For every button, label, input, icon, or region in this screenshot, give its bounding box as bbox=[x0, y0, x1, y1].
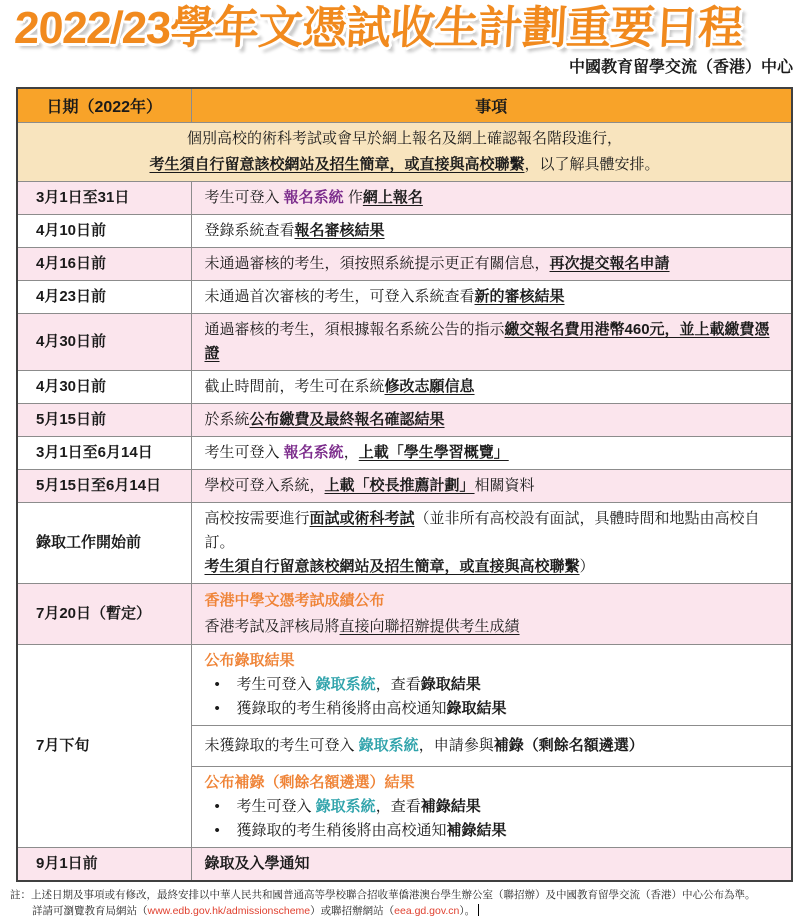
event-line bbox=[205, 555, 782, 579]
text-segment: 公布錄取結果 bbox=[204, 652, 295, 669]
table-note-row bbox=[17, 123, 792, 182]
url-link[interactable]: eea.gd.gov.cn bbox=[394, 905, 460, 917]
event-cell bbox=[191, 182, 792, 215]
event-cell bbox=[191, 215, 792, 248]
table-row-july-a bbox=[17, 645, 792, 726]
text-segment: 香港中學文憑考試成績公布 bbox=[204, 592, 385, 609]
event-cell bbox=[191, 848, 792, 882]
text-segment: 上載「學生學習概覽」 bbox=[358, 444, 509, 461]
bullet-text bbox=[237, 795, 481, 819]
bullet-icon: • bbox=[214, 700, 220, 717]
event-heading bbox=[205, 771, 782, 795]
text-segment: 繳交報名費用港幣460元，並上載繳費憑證 bbox=[204, 321, 770, 362]
table-row-final bbox=[17, 848, 792, 882]
text-segment: 報名審核結果 bbox=[294, 222, 385, 239]
text-segment: 考生可登入 bbox=[204, 444, 284, 461]
bullet-line bbox=[205, 819, 782, 843]
text-segment: ，申請參與 bbox=[418, 737, 494, 754]
text-segment: 相關資料 bbox=[474, 477, 535, 494]
text-segment: 錄取系統 bbox=[315, 798, 376, 815]
text-segment: 錄取系統 bbox=[358, 737, 419, 754]
event-cell bbox=[191, 371, 792, 404]
footnote bbox=[10, 887, 793, 919]
bullet-icon: • bbox=[214, 676, 220, 693]
table-row bbox=[17, 248, 792, 281]
text-segment: 錄取及入學通知 bbox=[204, 855, 310, 872]
text-segment: 錄取系統 bbox=[315, 676, 376, 693]
text-segment: 學校可登入系統， bbox=[204, 477, 325, 494]
bullet-line bbox=[205, 795, 782, 819]
text-segment: 截止時間前，考生可在系統 bbox=[204, 378, 385, 395]
note-cell bbox=[17, 123, 792, 182]
event-cell bbox=[191, 726, 792, 767]
table-row-results-day bbox=[17, 584, 792, 645]
text-segment: 報名系統 bbox=[283, 444, 344, 461]
event-cell bbox=[191, 470, 792, 503]
text-segment: ，查看 bbox=[375, 676, 421, 693]
text-segment: 於系統 bbox=[204, 411, 250, 428]
text-segment: 考生可登入 bbox=[204, 189, 284, 206]
text-segment: 考生可登入 bbox=[236, 798, 316, 815]
event-line bbox=[205, 614, 782, 640]
date-cell: 4月30日前 bbox=[17, 314, 191, 371]
table-row bbox=[17, 437, 792, 470]
text-segment: 考生可登入 bbox=[236, 676, 316, 693]
date-cell: 7月下旬 bbox=[17, 645, 191, 848]
text-segment: 公布補錄（剩餘名額遴選）結果 bbox=[204, 774, 415, 791]
bullet-icon: • bbox=[214, 798, 220, 815]
text-segment: ， bbox=[343, 444, 359, 461]
text-segment: ，以了解具體安排。 bbox=[524, 156, 660, 173]
column-header-event: 事項 bbox=[191, 88, 792, 123]
text-segment: 香港考試及評核局將 bbox=[204, 618, 340, 635]
text-segment: ）。 bbox=[459, 905, 476, 917]
event-cell bbox=[191, 503, 792, 584]
date-cell: 5月15日至6月14日 bbox=[17, 470, 191, 503]
date-cell: 3月1日至6月14日 bbox=[17, 437, 191, 470]
text-segment: 補錄結果 bbox=[446, 822, 507, 839]
date-cell: 5月15日前 bbox=[17, 404, 191, 437]
text-segment: 再次提交報名申請 bbox=[549, 255, 670, 272]
event-cell bbox=[191, 437, 792, 470]
text-segment: 未獲錄取的考生可登入 bbox=[204, 737, 359, 754]
text-segment: ，查看 bbox=[375, 798, 421, 815]
table-row bbox=[17, 404, 792, 437]
bullet-text bbox=[237, 673, 481, 697]
text-segment: （並非所有高校設有面試，具體時間和地點由高校自訂。 bbox=[204, 510, 760, 551]
text-segment: 考生須自行留意該校網站及招生簡章，或直接與高校聯繫 bbox=[204, 558, 580, 575]
text-segment: 通過審核的考生，須根據報名系統公告的指示 bbox=[204, 321, 505, 338]
text-segment: 補錄（剩餘名額遴選） bbox=[493, 737, 644, 754]
event-heading bbox=[205, 649, 782, 673]
date-cell: 4月23日前 bbox=[17, 281, 191, 314]
text-segment: 考生須自行留意該校網站及招生簡章，或直接與高校聯繫 bbox=[149, 156, 525, 173]
text-segment: 錄取結果 bbox=[420, 676, 481, 693]
column-header-date: 日期（2022年） bbox=[17, 88, 191, 123]
bullet-text bbox=[237, 819, 507, 843]
text-segment: 註：上述日期及事項或有修改，最終安排以中華人民共和國普通高等學校聯合招收華僑港澳台學生辦公室（聯招辦）及中國教育留學交流（香港）中心公布為準。 bbox=[10, 889, 756, 901]
event-cell bbox=[191, 248, 792, 281]
table-row bbox=[17, 215, 792, 248]
text-segment: 未通過首次審核的考生，可登入系統查看 bbox=[204, 288, 475, 305]
text-segment: ） bbox=[579, 558, 595, 575]
text-segment: 面試或術科考試 bbox=[309, 510, 415, 527]
date-cell: 7月20日（暫定） bbox=[17, 584, 191, 645]
date-cell: 4月10日前 bbox=[17, 215, 191, 248]
url-link[interactable]: www.edb.gov.hk/admissionscheme bbox=[147, 905, 311, 917]
table-row-admission bbox=[17, 503, 792, 584]
table-header-row bbox=[17, 88, 792, 123]
schedule-table bbox=[16, 87, 793, 882]
text-segment: 獲錄取的考生稍後將由高校通知 bbox=[236, 822, 447, 839]
text-segment: ）或聯招辦網站（ bbox=[310, 905, 395, 917]
text-segment: 網上報名 bbox=[362, 189, 423, 206]
table-row bbox=[17, 182, 792, 215]
text-segment: 獲錄取的考生稍後將由高校通知 bbox=[236, 700, 447, 717]
text-segment: 作 bbox=[343, 189, 363, 206]
text-segment: 公布繳費及最終報名確認結果 bbox=[249, 411, 445, 428]
bullet-line bbox=[205, 673, 782, 697]
text-segment: 修改志願信息 bbox=[384, 378, 475, 395]
event-heading bbox=[205, 588, 782, 614]
text-segment: 上載「校長推薦計劃」 bbox=[324, 477, 475, 494]
text-segment: 補錄結果 bbox=[420, 798, 481, 815]
bullet-icon: • bbox=[214, 822, 220, 839]
table-row bbox=[17, 281, 792, 314]
date-cell: 4月16日前 bbox=[17, 248, 191, 281]
text-segment: 詳請可瀏覽教育局網站（ bbox=[32, 905, 148, 917]
date-cell: 4月30日前 bbox=[17, 371, 191, 404]
bullet-line bbox=[205, 697, 782, 721]
date-cell: 9月1日前 bbox=[17, 848, 191, 882]
text-segment: 登錄系統查看 bbox=[204, 222, 295, 239]
footnote-line-1 bbox=[10, 887, 793, 903]
page-title: 2022/23學年文憑試收生計劃重要日程 bbox=[13, 2, 744, 53]
event-cell bbox=[191, 645, 792, 726]
table-row bbox=[17, 470, 792, 503]
schedule-table-wrap bbox=[16, 87, 793, 882]
text-segment: 直接向聯招辦提供考生成績 bbox=[339, 618, 520, 635]
table-row bbox=[17, 314, 792, 371]
event-cell bbox=[191, 281, 792, 314]
table-row bbox=[17, 371, 792, 404]
text-segment: 未通過審核的考生，須按照系統提示更正有關信息， bbox=[204, 255, 550, 272]
date-cell: 3月1日至31日 bbox=[17, 182, 191, 215]
text-segment: 新的審核結果 bbox=[474, 288, 565, 305]
note-line-1 bbox=[26, 126, 783, 152]
event-cell bbox=[191, 584, 792, 645]
footnote-line-2-text bbox=[32, 905, 475, 917]
text-segment: 個別高校的術科考試或會早於網上報名及網上確認報名階段進行， bbox=[186, 130, 622, 147]
note-line-2 bbox=[26, 152, 783, 178]
event-cell bbox=[191, 767, 792, 848]
date-cell: 錄取工作開始前 bbox=[17, 503, 191, 584]
text-segment: 錄取結果 bbox=[446, 700, 507, 717]
event-cell bbox=[191, 314, 792, 371]
text-segment: 報名系統 bbox=[283, 189, 344, 206]
event-cell bbox=[191, 404, 792, 437]
footnote-line-2 bbox=[10, 903, 793, 919]
text-cursor bbox=[478, 904, 479, 916]
text-segment: 高校按需要進行 bbox=[204, 510, 310, 527]
event-line bbox=[205, 507, 782, 555]
organization-name: 中國教育留學交流（香港）中心 bbox=[568, 59, 793, 76]
bullet-text bbox=[237, 697, 507, 721]
